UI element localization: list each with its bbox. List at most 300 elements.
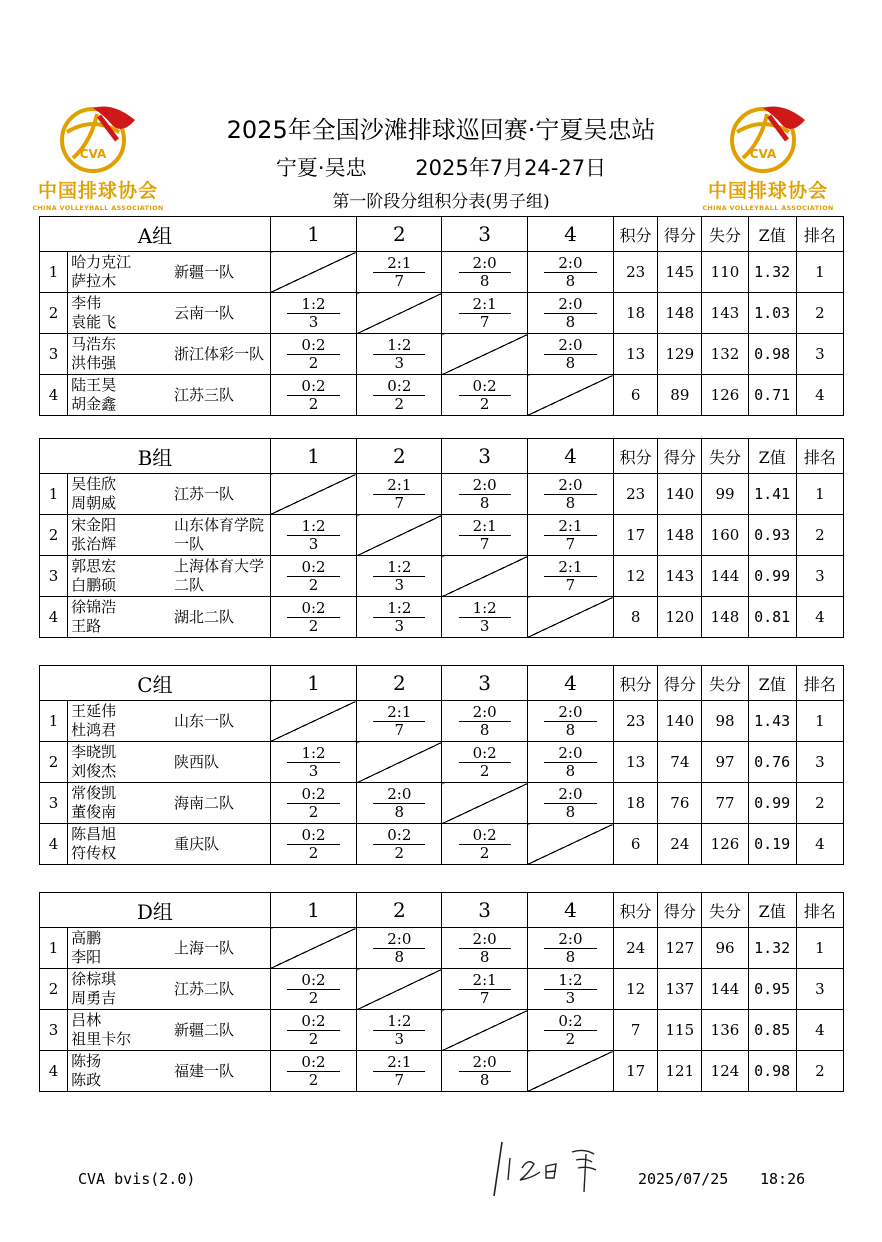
total-points: 13 — [614, 742, 658, 783]
group-table — [39, 216, 844, 416]
rank: 4 — [796, 1010, 843, 1051]
match-result-cell — [357, 783, 442, 824]
match-result-cell — [442, 928, 527, 969]
match-score: 2:0 — [544, 477, 596, 495]
match-points: 8 — [479, 1070, 490, 1089]
z-value: 0.71 — [748, 375, 796, 416]
player-name: 徐锦浩 — [71, 598, 117, 616]
match-result-cell — [270, 969, 356, 1010]
z-value: 0.98 — [748, 1051, 796, 1092]
team-row — [40, 334, 844, 375]
z-value: 0.93 — [748, 515, 796, 556]
match-result-cell — [357, 556, 442, 597]
player-name: 哈力克江 — [71, 253, 132, 271]
total-points: 12 — [614, 556, 658, 597]
match-result-cell — [442, 252, 527, 293]
total-points: 18 — [614, 293, 658, 334]
match-score: 2:1 — [373, 477, 425, 495]
player-name: 胡金鑫 — [71, 395, 117, 413]
self-match-cell — [442, 783, 527, 824]
points-scored: 89 — [658, 375, 702, 416]
stage-title: 第一阶段分组积分表(男子组) — [332, 192, 550, 212]
seed-number: 3 — [40, 783, 68, 824]
match-score: 2:0 — [544, 786, 596, 804]
points-scored: 145 — [658, 252, 702, 293]
points-scored: 120 — [658, 597, 702, 638]
rank: 2 — [796, 783, 843, 824]
seed-number: 2 — [40, 515, 68, 556]
match-score: 1:2 — [287, 745, 339, 763]
team-name: 云南一队 — [168, 293, 270, 334]
self-match-cell — [270, 928, 356, 969]
player-names — [68, 701, 168, 742]
match-result-cell — [270, 1051, 356, 1092]
match-result-cell — [270, 293, 356, 334]
self-match-cell — [527, 597, 613, 638]
rank: 3 — [796, 556, 843, 597]
player-name: 常俊凯 — [71, 784, 117, 802]
col-header-2: 2 — [357, 893, 442, 928]
points-conceded: 132 — [702, 334, 748, 375]
match-points: 2 — [308, 1029, 319, 1048]
self-match-cell — [357, 515, 442, 556]
z-value: 0.99 — [748, 556, 796, 597]
player-name: 吴佳欣 — [71, 475, 117, 493]
self-match-cell — [527, 824, 613, 865]
print-time: 18:26 — [760, 1170, 806, 1188]
col-header-points: 积分 — [614, 439, 658, 474]
match-result-cell — [442, 597, 527, 638]
rank: 3 — [796, 742, 843, 783]
match-points: 7 — [565, 534, 576, 553]
match-score: 2:0 — [373, 931, 425, 949]
total-points: 7 — [614, 1010, 658, 1051]
group-name: D组 — [40, 893, 271, 928]
match-score: 0:2 — [287, 786, 339, 804]
col-header-scored: 得分 — [658, 666, 702, 701]
team-row — [40, 1010, 844, 1051]
self-match-cell — [442, 334, 527, 375]
match-points: 2 — [479, 761, 490, 780]
logo-chinese-text: 中国排球协会 — [37, 180, 158, 202]
points-conceded: 99 — [702, 474, 748, 515]
player-names — [68, 928, 168, 969]
points-scored: 129 — [658, 334, 702, 375]
points-scored: 76 — [658, 783, 702, 824]
match-result-cell — [442, 742, 527, 783]
z-value: 1.03 — [748, 293, 796, 334]
self-match-cell — [442, 1010, 527, 1051]
total-points: 23 — [614, 474, 658, 515]
col-header-conceded: 失分 — [702, 893, 748, 928]
match-result-cell — [270, 375, 356, 416]
event-location: 宁夏·吴忠 — [275, 156, 367, 180]
match-score: 0:2 — [287, 600, 339, 618]
match-score: 2:1 — [459, 518, 511, 536]
match-result-cell — [270, 1010, 356, 1051]
match-score: 0:2 — [459, 378, 511, 396]
match-score: 0:2 — [287, 827, 339, 845]
match-points: 7 — [394, 1070, 405, 1089]
team-row — [40, 1051, 844, 1092]
rank: 1 — [796, 928, 843, 969]
match-result-cell — [527, 515, 613, 556]
player-name: 陈扬 — [71, 1052, 102, 1070]
seed-number: 3 — [40, 556, 68, 597]
player-names — [68, 474, 168, 515]
player-names — [68, 293, 168, 334]
match-result-cell — [357, 701, 442, 742]
match-result-cell — [357, 474, 442, 515]
group-name: A组 — [40, 217, 271, 252]
col-header-rank: 排名 — [796, 439, 843, 474]
team-name: 江苏二队 — [168, 969, 270, 1010]
player-name: 白鹏硕 — [71, 576, 117, 594]
match-result-cell — [357, 1051, 442, 1092]
seed-number: 4 — [40, 1051, 68, 1092]
points-conceded: 144 — [702, 969, 748, 1010]
match-result-cell — [527, 252, 613, 293]
match-score: 2:1 — [373, 704, 425, 722]
match-points: 8 — [479, 493, 490, 512]
match-score: 2:0 — [544, 337, 596, 355]
col-header-rank: 排名 — [796, 893, 843, 928]
player-names — [68, 1010, 168, 1051]
total-points: 17 — [614, 515, 658, 556]
match-points: 8 — [565, 493, 576, 512]
match-result-cell — [357, 334, 442, 375]
match-result-cell — [442, 969, 527, 1010]
col-header-2: 2 — [357, 666, 442, 701]
col-header-scored: 得分 — [658, 217, 702, 252]
total-points: 8 — [614, 597, 658, 638]
match-score: 2:1 — [373, 255, 425, 273]
player-name: 王路 — [71, 617, 102, 635]
match-points: 8 — [565, 802, 576, 821]
match-result-cell — [442, 474, 527, 515]
col-header-points: 积分 — [614, 666, 658, 701]
points-conceded: 160 — [702, 515, 748, 556]
match-result-cell — [357, 597, 442, 638]
z-value: 0.81 — [748, 597, 796, 638]
rank: 4 — [796, 824, 843, 865]
seed-number: 2 — [40, 293, 68, 334]
match-points: 2 — [308, 616, 319, 635]
player-name: 吕林 — [71, 1011, 102, 1029]
col-header-rank: 排名 — [796, 666, 843, 701]
team-row — [40, 969, 844, 1010]
match-result-cell — [270, 515, 356, 556]
player-name: 董俊南 — [71, 803, 117, 821]
player-names — [68, 597, 168, 638]
match-score: 0:2 — [287, 337, 339, 355]
points-conceded: 110 — [702, 252, 748, 293]
match-result-cell — [270, 783, 356, 824]
rank: 1 — [796, 252, 843, 293]
player-names — [68, 783, 168, 824]
match-points: 3 — [308, 312, 319, 331]
total-points: 23 — [614, 701, 658, 742]
match-score: 2:1 — [544, 559, 596, 577]
match-score: 2:0 — [459, 477, 511, 495]
team-name: 上海体育大学二队 — [168, 556, 270, 597]
match-score: 2:0 — [373, 786, 425, 804]
player-name: 马浩东 — [71, 335, 117, 353]
points-scored: 115 — [658, 1010, 702, 1051]
seed-number: 4 — [40, 597, 68, 638]
self-match-cell — [357, 742, 442, 783]
col-header-z: Z值 — [748, 217, 796, 252]
player-names — [68, 742, 168, 783]
team-row — [40, 293, 844, 334]
seed-number: 1 — [40, 252, 68, 293]
match-points: 8 — [565, 353, 576, 372]
self-match-cell — [357, 293, 442, 334]
player-name: 袁能飞 — [71, 313, 117, 331]
match-points: 3 — [308, 534, 319, 553]
match-result-cell — [442, 1051, 527, 1092]
col-header-z: Z值 — [748, 439, 796, 474]
points-scored: 140 — [658, 701, 702, 742]
self-match-cell — [527, 375, 613, 416]
match-points: 8 — [394, 802, 405, 821]
points-conceded: 97 — [702, 742, 748, 783]
match-result-cell — [357, 375, 442, 416]
match-points: 2 — [308, 575, 319, 594]
match-score: 2:0 — [544, 296, 596, 314]
team-name: 陕西队 — [168, 742, 270, 783]
match-score: 1:2 — [544, 972, 596, 990]
seed-number: 3 — [40, 334, 68, 375]
col-header-scored: 得分 — [658, 893, 702, 928]
match-result-cell — [527, 1010, 613, 1051]
points-scored: 127 — [658, 928, 702, 969]
match-score: 0:2 — [373, 827, 425, 845]
match-points: 7 — [479, 312, 490, 331]
match-result-cell — [527, 969, 613, 1010]
group-name: C组 — [40, 666, 271, 701]
match-points: 8 — [565, 312, 576, 331]
match-result-cell — [527, 556, 613, 597]
match-points: 3 — [479, 616, 490, 635]
match-score: 2:0 — [459, 1054, 511, 1072]
match-points: 8 — [565, 947, 576, 966]
rank: 3 — [796, 334, 843, 375]
col-header-1: 1 — [270, 893, 356, 928]
svg-text:CVA: CVA — [79, 147, 107, 161]
match-result-cell — [442, 824, 527, 865]
player-names — [68, 824, 168, 865]
match-score: 0:2 — [287, 1054, 339, 1072]
match-points: 3 — [394, 1029, 405, 1048]
player-name: 李晓凯 — [71, 743, 117, 761]
points-conceded: 126 — [702, 824, 748, 865]
match-result-cell — [357, 928, 442, 969]
col-header-rank: 排名 — [796, 217, 843, 252]
total-points: 24 — [614, 928, 658, 969]
match-result-cell — [270, 556, 356, 597]
points-scored: 24 — [658, 824, 702, 865]
self-match-cell — [357, 969, 442, 1010]
seed-number: 1 — [40, 928, 68, 969]
event-subtitle — [0, 152, 882, 182]
team-row — [40, 375, 844, 416]
group-table — [39, 438, 844, 638]
col-header-conceded: 失分 — [702, 666, 748, 701]
rank: 2 — [796, 515, 843, 556]
logo-english-text: CHINA VOLLEYBALL ASSOCIATION — [32, 204, 164, 212]
player-names — [68, 515, 168, 556]
match-result-cell — [527, 334, 613, 375]
z-value: 0.95 — [748, 969, 796, 1010]
points-scored: 148 — [658, 515, 702, 556]
col-header-4: 4 — [527, 893, 613, 928]
signature — [488, 1128, 608, 1204]
match-points: 7 — [394, 271, 405, 290]
match-score: 1:2 — [373, 337, 425, 355]
match-points: 2 — [308, 988, 319, 1007]
player-name: 陆王昊 — [71, 376, 117, 394]
team-name: 山东体育学院一队 — [168, 515, 270, 556]
player-name: 周朝威 — [71, 494, 117, 512]
seed-number: 2 — [40, 742, 68, 783]
match-result-cell — [442, 515, 527, 556]
team-row — [40, 701, 844, 742]
seed-number: 1 — [40, 701, 68, 742]
match-points: 2 — [394, 843, 405, 862]
group-table — [39, 892, 844, 1092]
logo-chinese-text: 中国排球协会 — [707, 180, 828, 202]
match-points: 8 — [479, 947, 490, 966]
points-scored: 148 — [658, 293, 702, 334]
player-names — [68, 1051, 168, 1092]
match-result-cell — [527, 928, 613, 969]
col-header-z: Z值 — [748, 666, 796, 701]
match-points: 8 — [394, 947, 405, 966]
col-header-3: 3 — [442, 439, 527, 474]
match-score: 2:0 — [544, 255, 596, 273]
col-header-1: 1 — [270, 439, 356, 474]
match-points: 8 — [479, 271, 490, 290]
match-points: 2 — [394, 394, 405, 413]
rank: 4 — [796, 375, 843, 416]
team-row — [40, 824, 844, 865]
match-score: 1:2 — [287, 296, 339, 314]
points-conceded: 98 — [702, 701, 748, 742]
match-score: 2:0 — [544, 931, 596, 949]
match-result-cell — [270, 597, 356, 638]
player-name: 郭思宏 — [71, 557, 117, 575]
player-name: 宋金阳 — [71, 516, 117, 534]
col-header-points: 积分 — [614, 217, 658, 252]
z-value: 0.99 — [748, 783, 796, 824]
z-value: 0.19 — [748, 824, 796, 865]
z-value: 1.32 — [748, 252, 796, 293]
match-result-cell — [442, 293, 527, 334]
player-name: 高鹏 — [71, 929, 102, 947]
player-name: 徐棕琪 — [71, 970, 117, 988]
col-header-2: 2 — [357, 439, 442, 474]
self-match-cell — [270, 252, 356, 293]
match-score: 2:1 — [459, 296, 511, 314]
player-names — [68, 969, 168, 1010]
match-points: 8 — [565, 271, 576, 290]
match-score: 1:2 — [287, 518, 339, 536]
match-result-cell — [270, 334, 356, 375]
points-conceded: 143 — [702, 293, 748, 334]
total-points: 6 — [614, 824, 658, 865]
match-result-cell — [527, 783, 613, 824]
col-header-z: Z值 — [748, 893, 796, 928]
team-row — [40, 556, 844, 597]
points-conceded: 136 — [702, 1010, 748, 1051]
total-points: 17 — [614, 1051, 658, 1092]
logo-english-text: CHINA VOLLEYBALL ASSOCIATION — [702, 204, 834, 212]
match-points: 3 — [394, 616, 405, 635]
col-header-scored: 得分 — [658, 439, 702, 474]
match-score: 0:2 — [373, 378, 425, 396]
team-name: 江苏三队 — [168, 375, 270, 416]
col-header-4: 4 — [527, 439, 613, 474]
points-scored: 74 — [658, 742, 702, 783]
col-header-3: 3 — [442, 666, 527, 701]
seed-number: 3 — [40, 1010, 68, 1051]
print-date: 2025/07/25 — [638, 1170, 729, 1188]
match-score: 2:0 — [459, 255, 511, 273]
match-score: 2:1 — [544, 518, 596, 536]
match-score: 2:0 — [459, 704, 511, 722]
z-value: 1.32 — [748, 928, 796, 969]
col-header-conceded: 失分 — [702, 217, 748, 252]
col-header-2: 2 — [357, 217, 442, 252]
match-score: 2:0 — [544, 745, 596, 763]
total-points: 18 — [614, 783, 658, 824]
rank: 2 — [796, 1051, 843, 1092]
player-name: 符传权 — [71, 844, 117, 862]
player-names — [68, 252, 168, 293]
player-name: 李伟 — [71, 294, 102, 312]
group-name: B组 — [40, 439, 271, 474]
match-score: 2:0 — [459, 931, 511, 949]
team-row — [40, 928, 844, 969]
col-header-4: 4 — [527, 666, 613, 701]
match-result-cell — [442, 701, 527, 742]
match-score: 2:1 — [373, 1054, 425, 1072]
points-scored: 137 — [658, 969, 702, 1010]
total-points: 13 — [614, 334, 658, 375]
team-name: 重庆队 — [168, 824, 270, 865]
player-name: 杜鸿君 — [71, 721, 117, 739]
z-value: 0.85 — [748, 1010, 796, 1051]
player-name: 洪伟强 — [71, 354, 117, 372]
col-header-3: 3 — [442, 217, 527, 252]
team-row — [40, 597, 844, 638]
match-score: 1:2 — [459, 600, 511, 618]
col-header-3: 3 — [442, 893, 527, 928]
total-points: 6 — [614, 375, 658, 416]
seed-number: 1 — [40, 474, 68, 515]
match-points: 2 — [308, 394, 319, 413]
points-conceded: 96 — [702, 928, 748, 969]
match-points: 2 — [308, 802, 319, 821]
team-name: 湖北二队 — [168, 597, 270, 638]
team-name: 海南二队 — [168, 783, 270, 824]
match-result-cell — [527, 474, 613, 515]
team-name: 江苏一队 — [168, 474, 270, 515]
match-result-cell — [527, 701, 613, 742]
match-score: 0:2 — [287, 1013, 339, 1031]
total-points: 12 — [614, 969, 658, 1010]
